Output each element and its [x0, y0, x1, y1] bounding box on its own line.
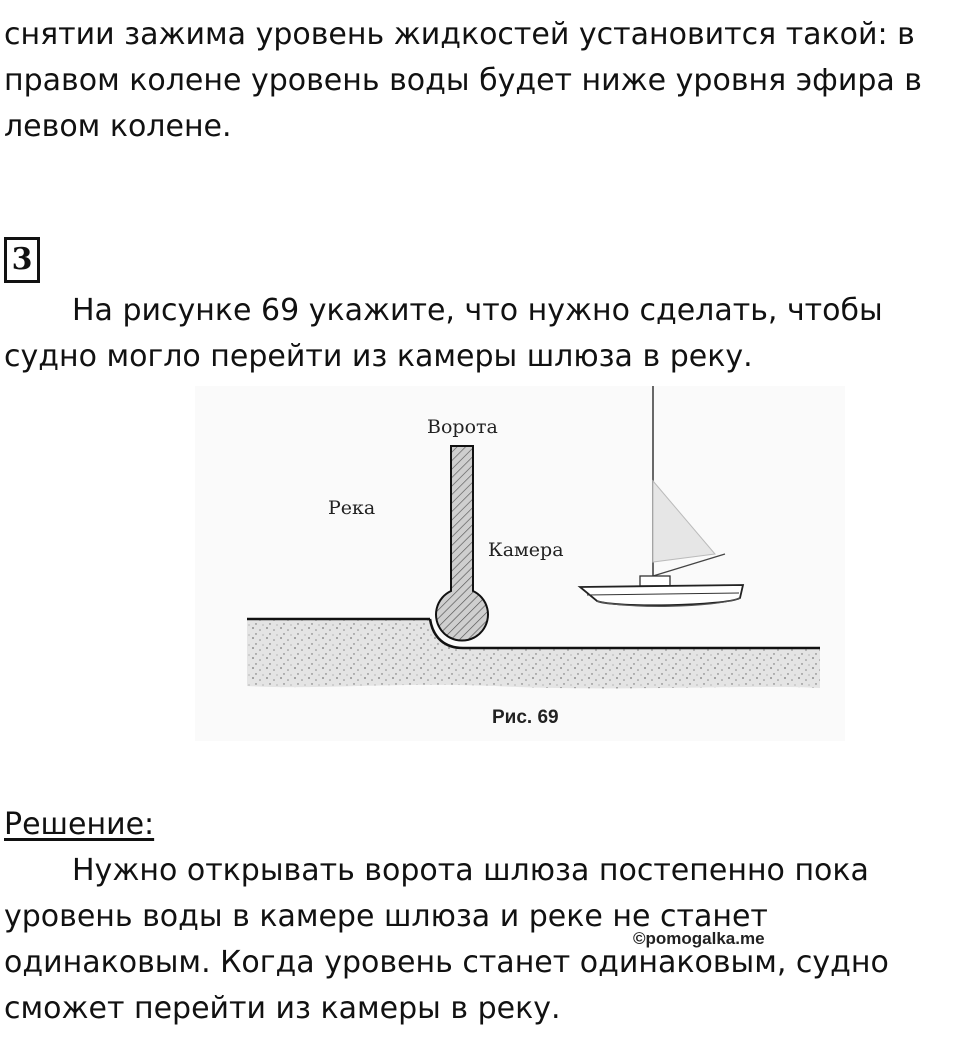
lock-illustration: [195, 386, 845, 741]
intro-paragraph: снятии зажима уровень жидкостей установится такой: в правом колене уровень воды будет ниже уровня эфира в левом колене.: [4, 17, 922, 144]
label-gate: Ворота: [427, 416, 498, 438]
solution-text: Нужно открывать ворота шлюза постепенно пока уровень воды в камере шлюза и реке не станет одинаковым. Когда уровень станет одинаковым, судно сможет перейти из камеры в реку.: [4, 853, 889, 1026]
task-question: На рисунке 69 укажите, что нужно сделать, чтобы судно могло перейти из камеры шлюза в реку.: [4, 293, 883, 374]
figure-lock-diagram: [195, 386, 845, 741]
task-number-box: 3: [4, 237, 40, 283]
watermark: ©pomogalka.me: [633, 929, 765, 948]
label-chamber: Камера: [488, 539, 564, 561]
label-river: Река: [328, 497, 376, 519]
figure-caption: Рис. 69: [492, 707, 559, 728]
solution-heading: Решение:: [4, 807, 155, 842]
